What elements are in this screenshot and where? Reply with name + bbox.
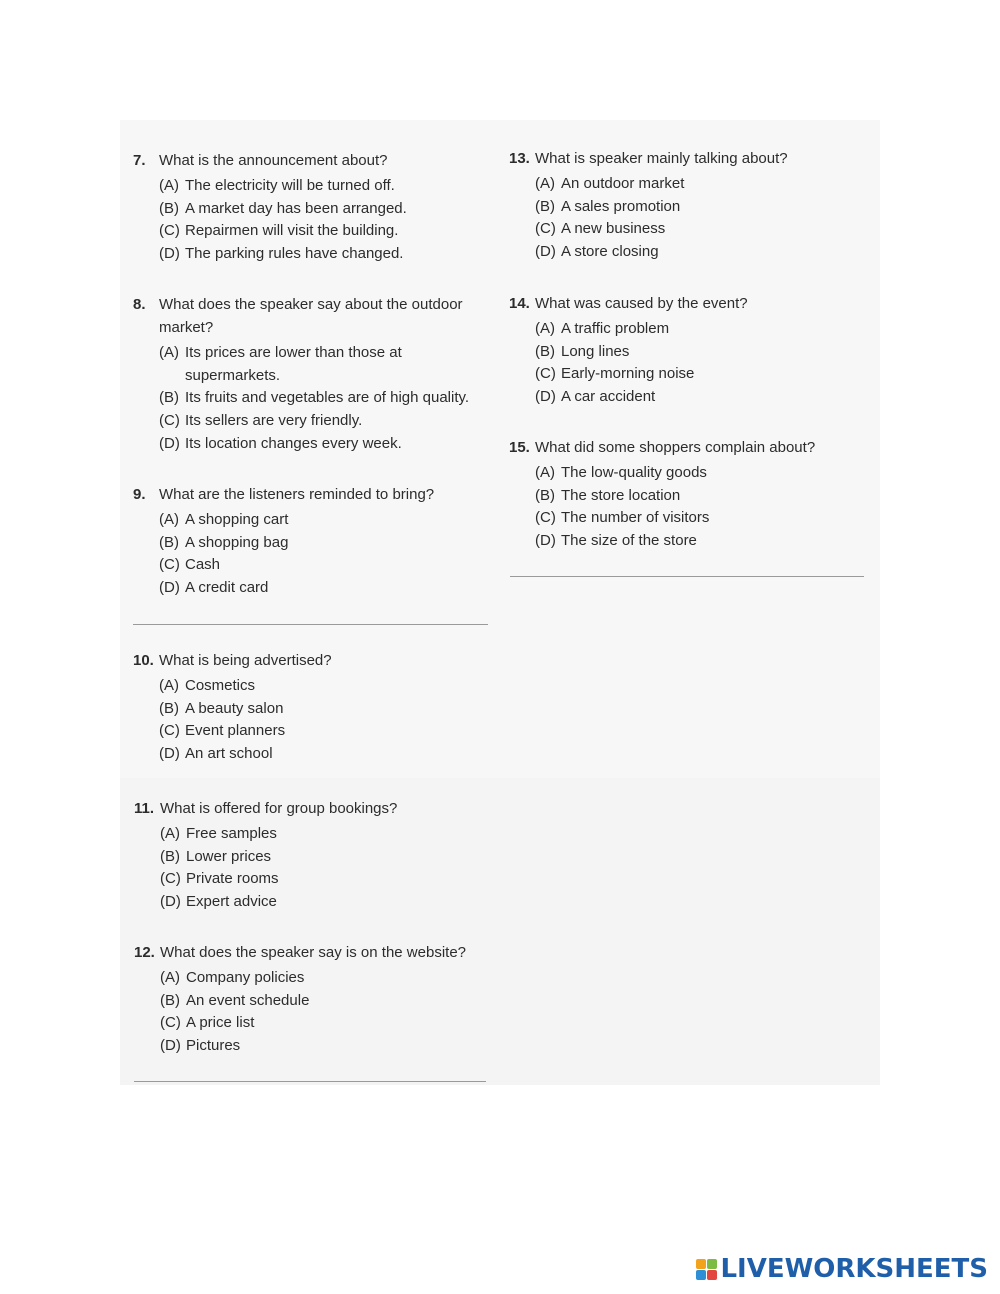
option-text-continued: supermarkets. — [185, 366, 281, 384]
answer-option-a[interactable] — [535, 173, 869, 196]
question-text: What did some shoppers complain about? — [535, 439, 816, 456]
option-text: Event planners — [185, 722, 286, 740]
answer-options — [509, 318, 869, 409]
option-letter: (B) — [535, 197, 555, 215]
option-letter: (C) — [159, 412, 180, 430]
answer-option-d[interactable] — [535, 241, 869, 264]
answer-option-b[interactable] — [160, 846, 494, 869]
option-text: A market day has been arranged. — [185, 199, 407, 217]
question-text: What is speaker mainly talking about? — [535, 150, 788, 167]
option-text: Cosmetics — [185, 677, 256, 694]
answer-option-c[interactable] — [535, 507, 869, 530]
option-letter: (B) — [160, 847, 180, 865]
question-11 — [134, 797, 494, 914]
liveworksheets-logo[interactable] — [695, 1252, 988, 1286]
question-number: 9. — [133, 486, 146, 503]
logo-tile — [707, 1270, 717, 1280]
answer-option-d[interactable] — [159, 433, 493, 456]
option-letter: (B) — [535, 486, 555, 504]
answer-option-b[interactable] — [159, 532, 493, 555]
answer-option-a[interactable] — [159, 675, 493, 698]
option-text: The electricity will be turned off. — [185, 177, 395, 194]
option-text: A sales promotion — [561, 197, 681, 215]
question-10 — [133, 649, 493, 766]
answer-option-b[interactable] — [159, 698, 493, 721]
option-letter: (B) — [159, 199, 179, 217]
answer-option-d[interactable] — [160, 891, 494, 914]
option-letter: (C) — [160, 870, 181, 888]
option-letter: (B) — [159, 699, 179, 717]
answer-option-b[interactable] — [535, 341, 869, 364]
answer-options — [134, 967, 494, 1058]
option-letter: (D) — [159, 434, 180, 452]
option-text: Company policies — [186, 969, 305, 986]
option-text: Its sellers are very friendly. — [185, 412, 363, 430]
option-letter: (A) — [535, 175, 555, 192]
option-text: The number of visitors — [561, 509, 710, 527]
answer-option-d[interactable] — [159, 743, 493, 766]
answer-option-c[interactable] — [159, 220, 493, 243]
option-text: A price list — [186, 1014, 255, 1032]
question-9 — [133, 483, 493, 600]
answer-option-a[interactable] — [160, 823, 494, 846]
question-stem — [133, 149, 493, 172]
option-letter: (D) — [159, 745, 180, 763]
option-text: A store closing — [561, 243, 659, 261]
option-letter: (C) — [159, 722, 180, 740]
option-text: Its fruits and vegetables are of high quality. — [185, 389, 470, 407]
answer-option-a[interactable] — [159, 175, 493, 198]
option-text: Cash — [185, 556, 221, 574]
option-letter: (A) — [159, 177, 179, 194]
option-letter: (A) — [159, 511, 179, 528]
option-letter: (C) — [535, 509, 556, 527]
option-letter: (D) — [535, 243, 556, 261]
answer-option-c[interactable] — [159, 720, 493, 743]
answer-option-d[interactable] — [535, 386, 869, 409]
option-letter: (C) — [159, 222, 180, 240]
option-text: An event schedule — [186, 991, 310, 1009]
question-14 — [509, 292, 869, 409]
question-text-line-1: What does the speaker say about the outdoor — [159, 296, 463, 313]
question-number: 12. — [134, 944, 155, 961]
answer-option-d[interactable] — [159, 577, 493, 600]
answer-option-c[interactable] — [160, 868, 494, 891]
option-text: Expert advice — [186, 893, 277, 911]
option-text: Pictures — [186, 1037, 241, 1055]
answer-option-d[interactable] — [159, 243, 493, 266]
question-number: 10. — [133, 652, 154, 669]
answer-option-b[interactable] — [535, 485, 869, 508]
option-letter: (C) — [535, 220, 556, 238]
option-letter: (A) — [159, 677, 179, 694]
question-8 — [133, 293, 493, 456]
answer-options — [134, 823, 494, 914]
option-letter: (B) — [535, 342, 555, 360]
question-stem — [133, 293, 493, 339]
option-text: Free samples — [186, 825, 277, 842]
option-text: The low-quality goods — [561, 464, 707, 481]
answer-option-c[interactable] — [535, 363, 869, 386]
option-text: A new business — [561, 220, 666, 238]
answer-option-d[interactable] — [160, 1035, 494, 1058]
question-15 — [509, 436, 869, 553]
option-letter: (B) — [159, 389, 179, 407]
question-text: What is the announcement about? — [159, 152, 388, 169]
option-text: The size of the store — [561, 532, 697, 550]
logo-tile — [696, 1259, 706, 1269]
logo-tile — [707, 1259, 717, 1269]
answer-option-a[interactable] — [159, 342, 493, 387]
section-divider — [133, 624, 488, 625]
answer-option-a[interactable] — [535, 318, 869, 341]
option-text: Private rooms — [186, 870, 279, 888]
option-letter: (D) — [160, 893, 181, 911]
answer-option-a[interactable] — [535, 462, 869, 485]
option-text: A shopping cart — [185, 511, 289, 528]
question-number: 11. — [134, 800, 155, 817]
question-number: 15. — [509, 439, 530, 456]
question-stem — [509, 147, 869, 170]
option-text: An outdoor market — [561, 175, 685, 192]
option-text: Long lines — [561, 342, 630, 360]
answer-option-c[interactable] — [159, 410, 493, 433]
answer-option-d[interactable] — [535, 530, 869, 553]
option-letter: (D) — [159, 579, 180, 597]
answer-options — [133, 675, 493, 766]
option-text: The store location — [561, 486, 681, 504]
option-letter: (D) — [535, 532, 556, 550]
question-number: 14. — [509, 295, 530, 312]
answer-options — [133, 509, 493, 600]
answer-option-b[interactable] — [159, 198, 493, 221]
question-stem — [509, 292, 869, 315]
option-text: A credit card — [185, 579, 269, 597]
answer-option-b[interactable] — [159, 387, 493, 410]
question-text: What does the speaker say is on the website? — [160, 944, 467, 961]
option-letter: (D) — [159, 245, 180, 263]
answer-option-a[interactable] — [160, 967, 494, 990]
option-letter: (A) — [535, 464, 555, 481]
section-divider — [134, 1081, 486, 1082]
question-text: What is offered for group bookings? — [160, 800, 398, 817]
option-text: Early-morning noise — [561, 365, 695, 383]
option-letter: (C) — [535, 365, 556, 383]
option-letter: (A) — [160, 825, 180, 842]
logo-tile — [696, 1270, 706, 1280]
option-letter: (A) — [160, 969, 180, 986]
question-text: What is being advertised? — [159, 652, 332, 669]
answer-options — [133, 342, 493, 456]
answer-options — [509, 462, 869, 553]
answer-option-c[interactable] — [160, 1012, 494, 1035]
question-number: 7. — [133, 152, 146, 169]
question-7 — [133, 149, 493, 266]
option-letter: (C) — [160, 1014, 181, 1032]
question-stem — [134, 797, 494, 820]
section-divider — [510, 576, 864, 577]
answer-option-b[interactable] — [160, 990, 494, 1013]
answer-option-b[interactable] — [535, 196, 869, 219]
question-stem — [509, 436, 869, 459]
option-text: A beauty salon — [185, 699, 284, 717]
answer-option-c[interactable] — [535, 218, 869, 241]
question-stem — [133, 649, 493, 672]
option-letter: (B) — [160, 991, 180, 1009]
question-text: What are the listeners reminded to bring? — [159, 486, 435, 503]
question-text: What was caused by the event? — [535, 295, 748, 312]
logo-wordmark: LIVEWORKSHEETS — [720, 1254, 988, 1284]
logo-mark-icon — [695, 1258, 717, 1280]
question-number: 8. — [133, 296, 146, 313]
option-text: A traffic problem — [561, 320, 670, 337]
question-13 — [509, 147, 869, 264]
option-text: Its prices are lower than those at — [185, 344, 402, 361]
answer-options — [509, 173, 869, 264]
answer-options — [133, 175, 493, 266]
answer-option-c[interactable] — [159, 554, 493, 577]
option-text: An art school — [185, 745, 273, 763]
option-letter: (D) — [160, 1037, 181, 1055]
option-text: Its location changes every week. — [185, 434, 402, 452]
option-letter: (A) — [535, 320, 555, 337]
answer-option-a[interactable] — [159, 509, 493, 532]
option-letter: (B) — [159, 533, 179, 551]
option-letter: (C) — [159, 556, 180, 574]
option-text: Repairmen will visit the building. — [185, 222, 399, 240]
option-text: The parking rules have changed. — [185, 245, 404, 263]
option-letter: (D) — [535, 388, 556, 406]
question-text-line-2: market? — [159, 319, 214, 336]
option-text: A car accident — [561, 388, 656, 406]
question-number: 13. — [509, 150, 530, 167]
question-12 — [134, 941, 494, 1058]
question-stem — [133, 483, 493, 506]
option-text: Lower prices — [186, 847, 272, 865]
question-stem — [134, 941, 494, 964]
option-text: A shopping bag — [185, 533, 289, 551]
option-letter: (A) — [159, 344, 179, 361]
